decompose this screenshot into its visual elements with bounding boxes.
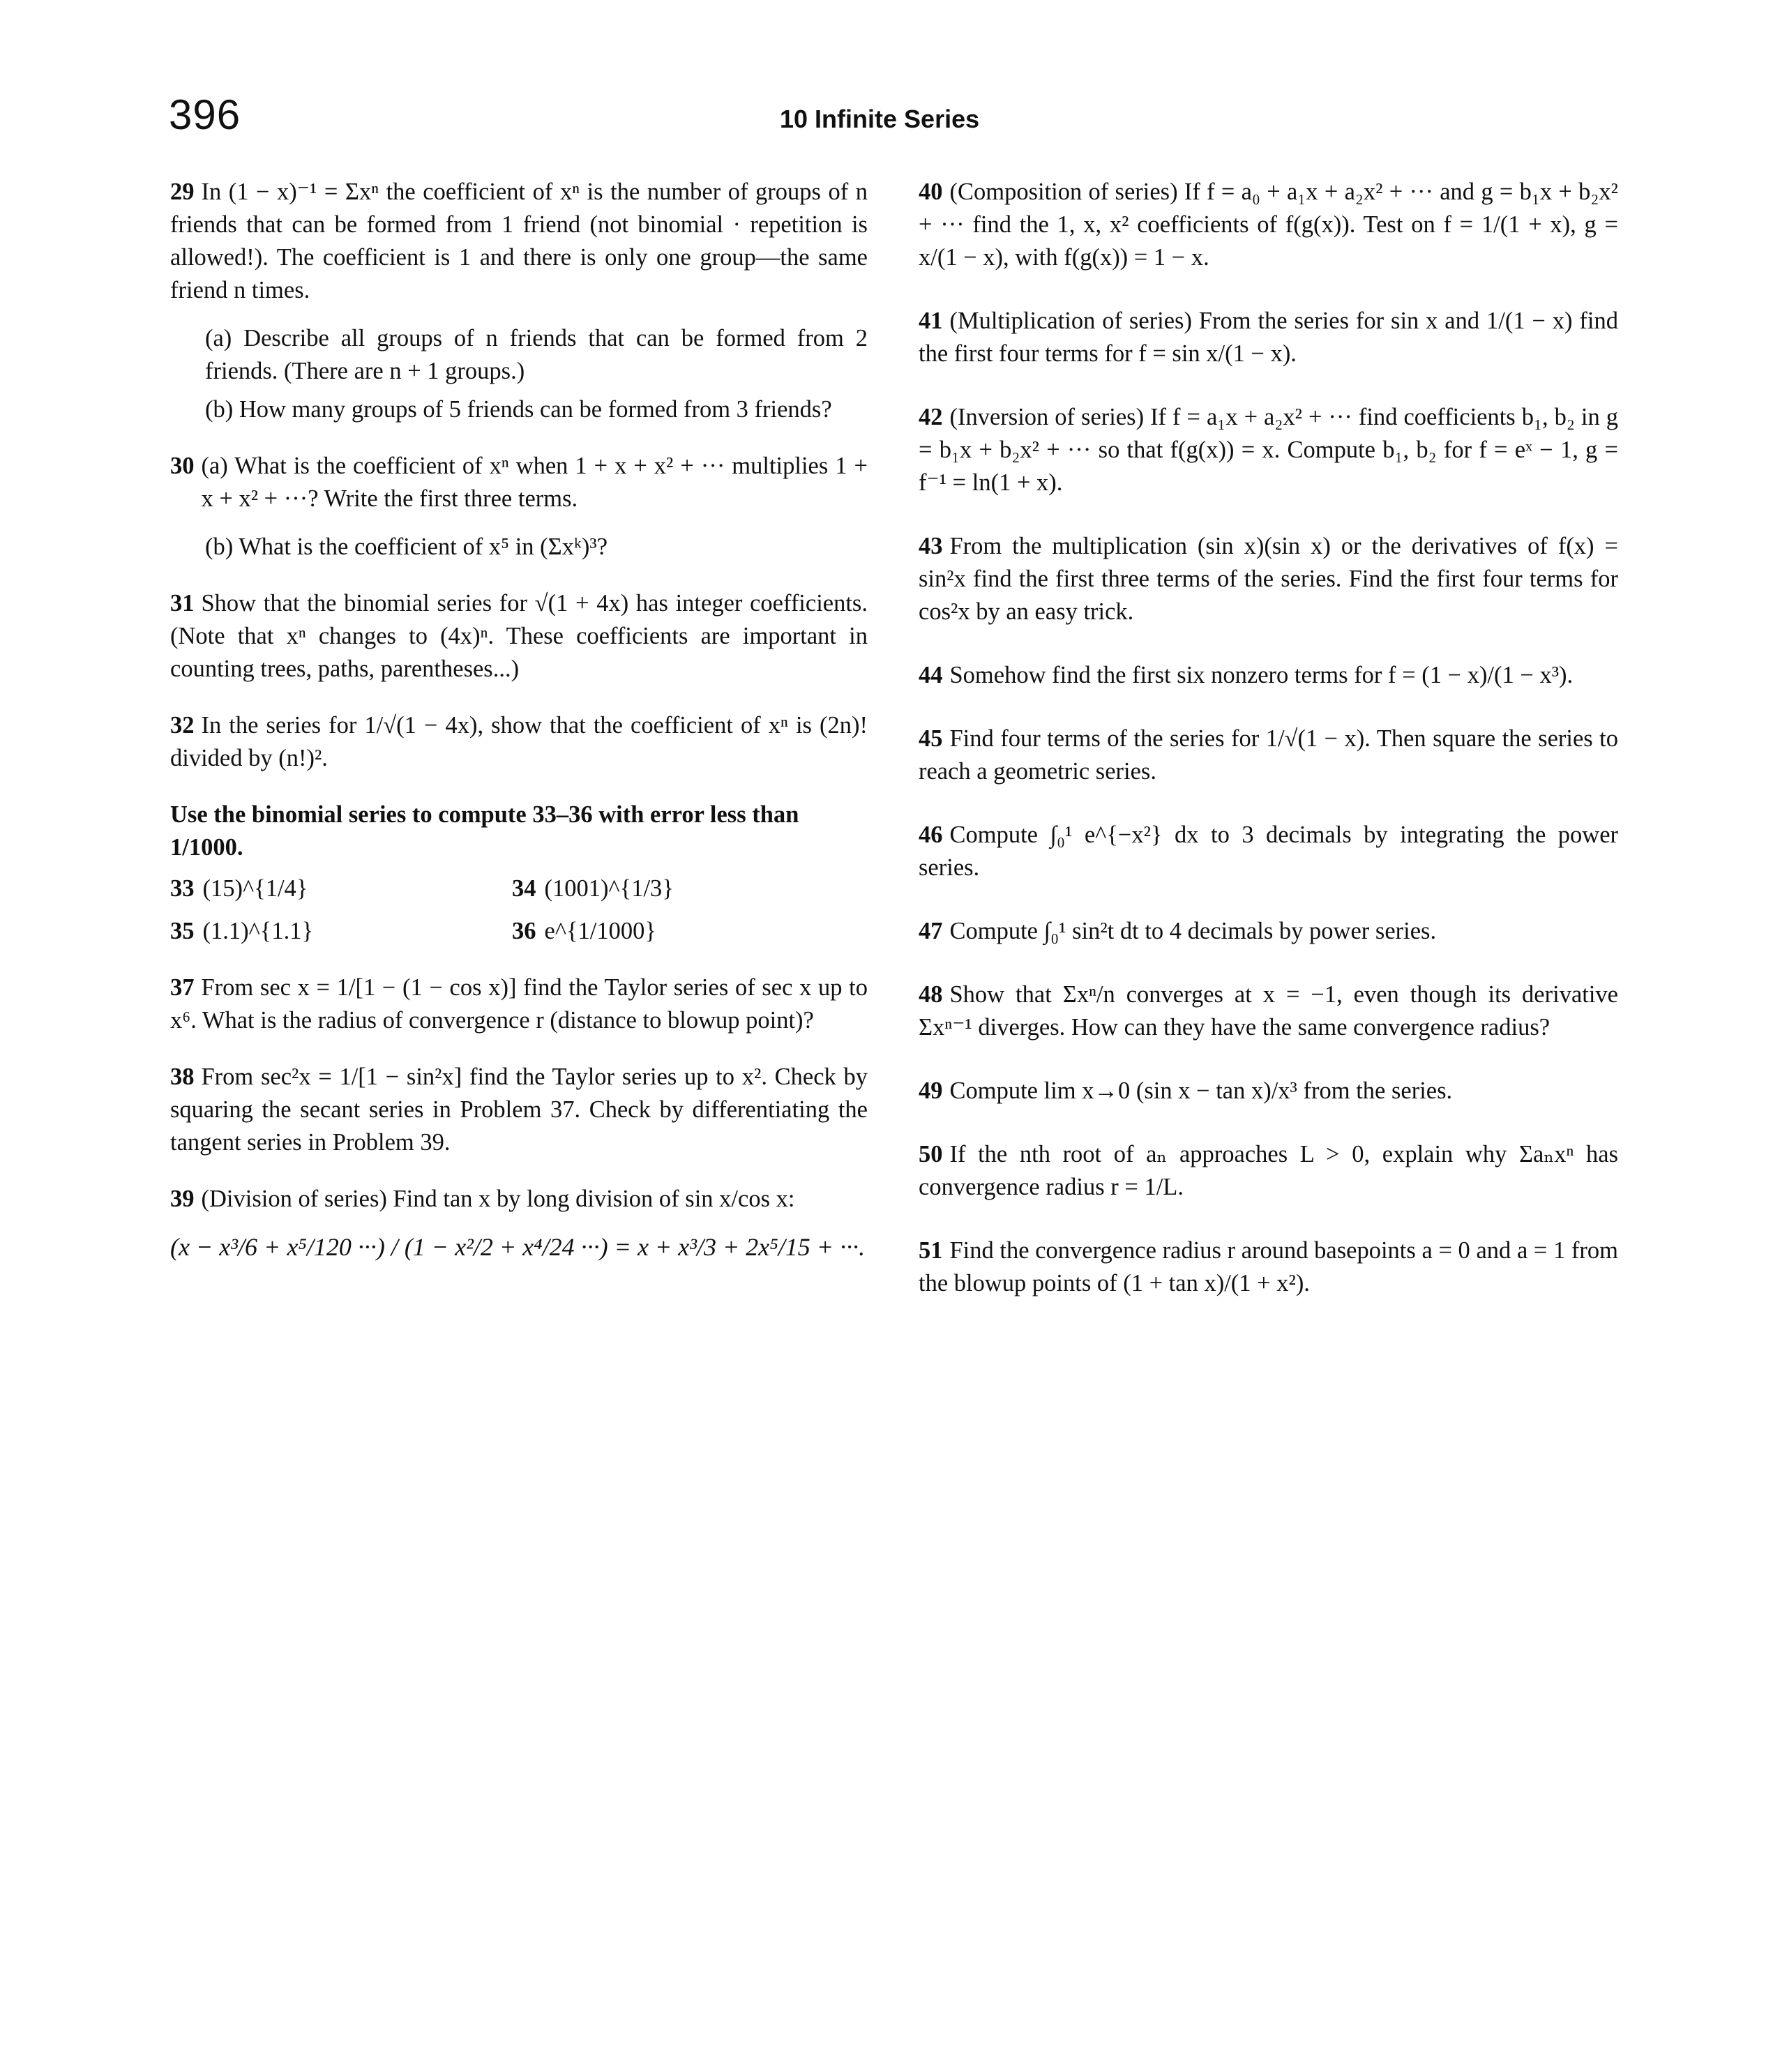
problem-40 [919,176,1618,274]
problem-text: (1.1)^{1.1} [202,918,314,944]
problem-number: 34 [512,875,536,902]
problem-number: 30 [170,453,195,479]
problem-text: Show that the binomial series for √(1 + 4x) has integer coefficients. (Note that xⁿ changes to (4x)ⁿ. These coefficients are important in counting trees, paths, parentheses...) [170,590,868,682]
section-instruction: Use the binomial series to compute 33–36 with error less than 1/1000. [170,801,799,861]
problem-number: 29 [170,179,195,205]
problem-50 [919,1138,1618,1204]
problem-35 [170,915,512,948]
problem-text: From sec x = 1/[1 − (1 − cos x)] find the Taylor series of sec x up to x⁶. What is the radius of convergence r (distance to blowup point)? [170,974,868,1034]
problem-46 [919,819,1618,884]
problem-text: Compute lim x→0 (sin x − tan x)/x³ from the series. [949,1077,1453,1104]
problem-51 [919,1234,1618,1300]
problem-48 [919,978,1618,1044]
problem-34 [512,872,854,905]
problem-number: 51 [919,1237,943,1264]
problem-49 [919,1075,1618,1107]
problem-29a: (a) Describe all groups of n friends that can be formed from 2 friends. (There are n + 1 groups.) [205,325,868,384]
problem-number: 35 [170,918,195,944]
problem-number: 37 [170,974,195,1001]
problem-text: Find the convergence radius r around basepoints a = 0 and a = 1 from the blowup points of (1 + tan x)/(1 + x²). [919,1237,1618,1296]
problem-42 [919,401,1618,499]
problem-text: In (1 − x)⁻¹ = Σxⁿ the coefficient of xⁿ is the number of groups of n friends that can be formed from 1 friend (not binomial · repetition is allowed!). The coefficient is 1 and there is only one group—the same friend n times. [170,179,868,303]
problem-44 [919,659,1618,692]
problem-text: Compute ∫₀¹ sin²t dt to 4 decimals by power series. [949,918,1437,944]
problem-number: 49 [919,1077,943,1104]
problem-text: Find four terms of the series for 1/√(1 − x). Then square the series to reach a geometric series. [919,725,1618,785]
problem-32 [170,709,868,775]
problem-number: 39 [170,1186,195,1212]
problem-33 [170,872,512,905]
problem-text: (1001)^{1/3} [544,875,674,902]
problem-43 [919,530,1618,628]
problem-number: 31 [170,590,195,617]
problem-number: 40 [919,179,943,205]
problem-text: Compute ∫₀¹ e^{−x²} dx to 3 decimals by integrating the power series. [919,822,1618,881]
problem-number: 41 [919,308,943,334]
problem-text: (Inversion of series) If f = a₁x + a₂x² + ··· find coefficients b₁, b₂ in g = b₁x + b₂x² + ··· so that f(g(x)) = x. Compute b₁, b₂ for f = eˣ − 1, g = f⁻¹ = ln(1 + x). [919,404,1618,496]
problem-text: (Division of series) Find tan x by long division of sin x/cos x: [201,1186,795,1212]
problem-number: 44 [919,662,943,688]
problem-number: 36 [512,918,536,944]
problem-39 [170,1183,868,1216]
problem-38 [170,1061,868,1159]
problem-number: 32 [170,712,195,739]
series-division-formula: (x − x³/6 + x⁵/120 ···) / (1 − x²/2 + x⁴/24 ···) = x + x³/3 + 2x⁵/15 + ···. [170,1233,866,1261]
problem-45 [919,723,1618,788]
problem-number: 45 [919,725,943,752]
problem-text: Somehow find the first six nonzero terms for f = (1 − x)/(1 − x³). [949,662,1574,688]
problem-47 [919,915,1618,948]
problem-text: (Multiplication of series) From the series for sin x and 1/(1 − x) find the first four terms for f = sin x/(1 − x). [919,308,1618,367]
problem-number: 43 [919,533,943,559]
problem-text: Show that Σxⁿ/n converges at x = −1, even though its derivative Σxⁿ⁻¹ diverges. How can they have the same convergence radius? [919,981,1618,1041]
problem-text: e^{1/1000} [544,918,656,944]
left-column [170,176,868,1264]
problem-text: If the nth root of aₙ approaches L > 0, explain why Σaₙxⁿ has convergence radius r = 1/L. [919,1141,1618,1200]
problem-number: 42 [919,404,943,430]
problem-text: From sec²x = 1/[1 − sin²x] find the Taylor series up to x². Check by squaring the secant series in Problem 37. Check by differentiating the tangent series in Problem 39. [170,1064,868,1156]
problem-text: (Composition of series) If f = a₀ + a₁x + a₂x² + ··· and g = b₁x + b₂x² + ··· find the 1, x, x² coefficients of f(g(x)). Test on f = 1/(1 + x), g = x/(1 − x), with f(g(x)) = 1 − x. [919,179,1618,271]
problem-29b: (b) How many groups of 5 friends can be formed from 3 friends? [205,396,832,423]
problem-text: From the multiplication (sin x)(sin x) or the derivatives of f(x) = sin²x find the first three terms of the series. Find the first four terms for cos²x by an easy trick. [919,533,1618,625]
problem-number: 46 [919,822,943,848]
problem-36 [512,915,854,948]
problem-number: 38 [170,1064,195,1090]
problem-29 [170,176,868,307]
problem-row-33-34 [170,872,868,905]
problem-30b: (b) What is the coefficient of x⁵ in (Σxᵏ)³? [205,534,608,560]
problem-text: (15)^{1/4} [202,875,308,902]
problem-text: In the series for 1/√(1 − 4x), show that the coefficient of xⁿ is (2n)! divided by (n!)². [170,712,868,771]
problem-number: 48 [919,981,943,1008]
problem-number: 50 [919,1141,943,1167]
problem-number: 47 [919,918,943,944]
right-column [919,176,1618,1315]
problem-30 [170,450,868,515]
problem-31 [170,587,868,686]
page-number: 396 [169,91,241,138]
problem-number: 33 [170,875,195,902]
problem-41 [919,305,1618,370]
problem-37 [170,971,868,1037]
problem-30a: (a) What is the coefficient of xⁿ when 1 + x + x² + ··· multiplies 1 + x + x² + ···? Write the first three terms. [201,453,868,512]
chapter-title: 10 Infinite Series [780,105,980,133]
problem-row-35-36 [170,915,868,948]
